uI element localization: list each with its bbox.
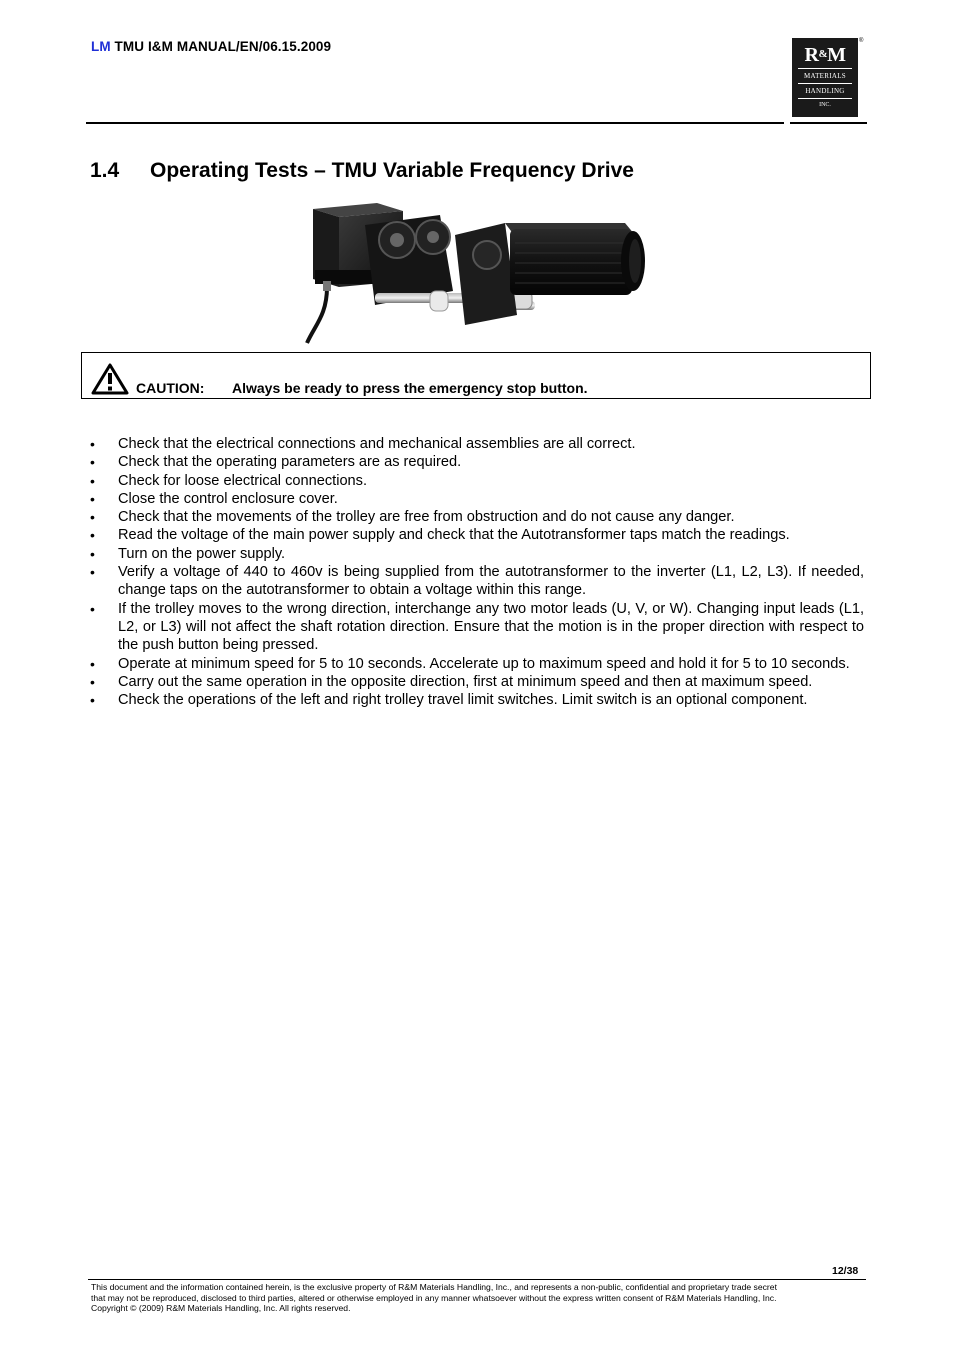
logo-line-3: INC.	[819, 102, 831, 108]
header-divider-gap	[784, 121, 790, 125]
caution-box	[81, 352, 871, 399]
registered-mark: ®	[859, 38, 864, 44]
tmu-trolley-drive-photo	[305, 195, 648, 347]
header-divider	[86, 122, 867, 124]
company-logo	[792, 38, 858, 117]
header-title-rest: TMU I&M MANUAL/EN/06.15.2009	[110, 39, 332, 54]
document-header-title	[91, 39, 331, 54]
footer-divider	[88, 1279, 866, 1280]
list-item	[90, 472, 864, 490]
list-item-text: Check that the operating parameters are as required.	[118, 454, 462, 471]
footer-notice	[91, 1282, 865, 1314]
page-number: 12/38	[832, 1265, 859, 1277]
list-item-text: Read the voltage of the main power supply and check that the Autotransformer taps match the readings.	[118, 527, 790, 544]
list-item-text: Check the operations of the left and right trolley travel limit switches. Limit switch is an optional component.	[118, 692, 808, 709]
list-item	[90, 526, 864, 544]
list-item-text: Check that the movements of the trolley are free from obstruction and do not cause any danger.	[118, 509, 735, 526]
list-item	[90, 600, 864, 655]
list-item	[90, 490, 864, 508]
logo-divider	[798, 98, 852, 99]
list-item	[90, 655, 864, 673]
list-item-text: Carry out the same operation in the opposite direction, first at minimum speed and then at maximum speed.	[118, 673, 813, 690]
list-item-text: Verify a voltage of 440 to 460v is being supplied from the autotransformer to the inverter (L1, L2, L3). If needed, change taps on the autotransformer to obtain a voltage within this range.	[118, 564, 864, 599]
list-item	[90, 545, 864, 563]
list-item-text: Check for loose electrical connections.	[118, 472, 368, 489]
section-number: 1.4	[90, 159, 120, 182]
list-item	[90, 508, 864, 526]
bullet-icon: •	[90, 436, 95, 452]
bullet-icon: •	[90, 509, 95, 526]
footer-notice-line: This document and the information contained herein, is the exclusive property of R&M Materials Handling, Inc., and represents a non-public, confidential and proprietary trade secret	[91, 1282, 777, 1292]
list-item-text: If the trolley moves to the wrong direction, interchange any two motor leads (U, V, or W). Changing input leads (L1, L2, or L3) will not affect the shaft rotation direction. Ensure that the motion is in the proper direction with respect to the push button being pressed.	[118, 600, 864, 654]
header-title-prefix: LM	[91, 39, 111, 54]
caution-label: CAUTION:	[136, 380, 205, 396]
operating-test-steps	[90, 435, 864, 709]
list-item-text: Turn on the power supply.	[118, 545, 286, 562]
logo-divider	[798, 83, 852, 84]
list-item	[90, 453, 864, 471]
list-item	[90, 691, 864, 709]
logo-line-2: HANDLING	[805, 87, 845, 95]
bullet-icon: •	[90, 545, 95, 562]
caution-text: Always be ready to press the emergency stop button.	[232, 380, 588, 396]
bullet-icon: •	[90, 490, 95, 507]
bullet-icon: •	[90, 454, 95, 471]
list-item-text: Close the control enclosure cover.	[118, 490, 338, 507]
warning-triangle-icon	[91, 363, 129, 395]
footer-notice-line: Copyright © (2009) R&M Materials Handling, Inc. All rights reserved.	[91, 1303, 351, 1314]
list-item-text: Operate at minimum speed for 5 to 10 seconds. Accelerate up to maximum speed and hold it for 5 to 10 seconds.	[118, 655, 850, 672]
logo-mark: R&M	[804, 44, 846, 66]
list-item-text: Check that the electrical connections and mechanical assemblies are all correct.	[118, 436, 636, 452]
section-title: Operating Tests – TMU Variable Frequency Drive	[150, 159, 634, 182]
logo-line-1: MATERIALS	[804, 72, 846, 80]
bullet-icon: •	[90, 692, 95, 709]
logo-divider	[798, 68, 852, 69]
list-item	[90, 673, 864, 691]
bullet-icon: •	[90, 527, 95, 544]
list-item	[90, 563, 864, 600]
bullet-icon: •	[90, 655, 95, 672]
bullet-icon: •	[90, 472, 95, 489]
list-item	[90, 435, 864, 453]
bullet-icon: •	[90, 600, 95, 617]
bullet-icon: •	[90, 564, 95, 581]
footer-notice-line: that may not be reproduced, disclosed to third parties, altered or otherwise employed in any manner whatsoever without the express written consent of R&M Materials Handling, Inc.	[91, 1292, 777, 1303]
bullet-icon: •	[90, 673, 95, 690]
